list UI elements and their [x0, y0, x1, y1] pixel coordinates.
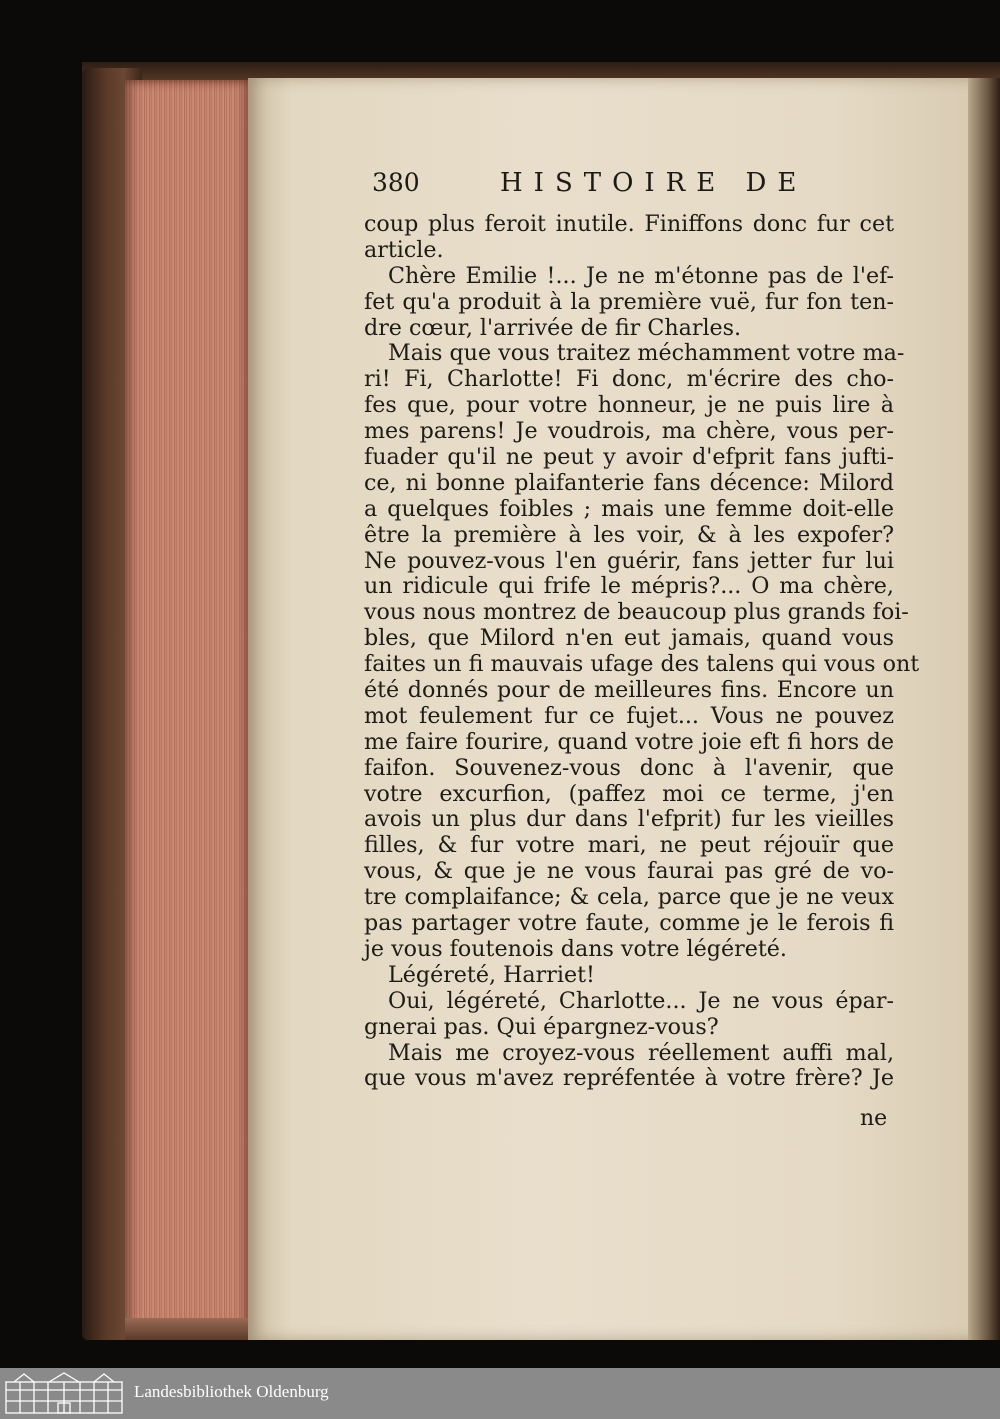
- text-line: un ridicule qui frife le mépris?... O ma chère,: [364, 573, 894, 600]
- page-gutter-shadow: [968, 78, 1000, 1340]
- text-line: coup plus feroit inutile. Finiffons donc fur cet: [364, 211, 894, 237]
- text-line: tre complaifance; & cela, parce que je ne veux: [364, 884, 894, 911]
- text-line: filles, & fur votre mari, ne peut réjouïr que: [364, 832, 894, 859]
- text-line: que vous m'avez repréfentée à votre frère? Je: [364, 1065, 894, 1092]
- text-line: a quelques foibles ; mais une femme doit-elle: [364, 495, 894, 522]
- text-line: Ne pouvez-vous l'en guérir, fans jetter fur lui: [364, 547, 894, 574]
- text-line: été donnés pour de meilleures fins. Encore un: [364, 677, 894, 704]
- text-line: Légéreté, Harriet!: [388, 961, 595, 988]
- text-line: fuader qu'il ne peut y avoir d'efprit fans jufti-: [364, 444, 894, 471]
- text-line: pas partager votre faute, comme je le ferois fi: [364, 910, 894, 937]
- footer-bar: [0, 1368, 1000, 1419]
- text-line: mes parens! Je voudrois, ma chère, vous per-: [364, 418, 894, 445]
- text-line: Oui, légéreté, Charlotte... Je ne vous épar-: [388, 987, 894, 1014]
- text-line: faifon. Souvenez-vous donc à l'avenir, que: [364, 754, 894, 781]
- text-line: ce, ni bonne plaifanterie fans décence: Milord: [364, 469, 894, 496]
- text-line: vous, & que je ne vous faurai pas gré de vo-: [364, 858, 894, 885]
- text-line: bles, que Milord n'en eut jamais, quand vous: [364, 625, 894, 652]
- catchword: ne: [860, 1106, 888, 1131]
- text-line: fes que, pour votre honneur, je ne puis lire à: [364, 392, 894, 419]
- text-line: ri! Fi, Charlotte! Fi donc, m'écrire des cho-: [364, 366, 894, 393]
- text-line: gnerai pas. Qui épargnez-vous?: [364, 1013, 719, 1040]
- text-line: votre excurfion, (paffez moi ce terme, j'en: [364, 780, 894, 807]
- text-line: Mais me croyez-vous réellement auffi mal,: [388, 1039, 894, 1066]
- text-line: Chère Emilie !... Je ne m'étonne pas de l'ef-: [388, 262, 894, 289]
- text-line: être la première à les voir, & à les expofer?: [364, 521, 894, 548]
- text-line: je vous foutenois dans votre légéreté.: [364, 935, 787, 962]
- text-line: Mais que vous traitez méchamment votre ma-: [388, 340, 905, 367]
- library-name: Landesbibliothek Oldenburg: [134, 1382, 329, 1401]
- page-header: [372, 168, 892, 204]
- text-line: article.: [364, 236, 444, 263]
- body-text: [364, 211, 920, 1092]
- running-head: HISTOIRE DE: [500, 168, 808, 198]
- text-line: vous nous montrez de beaucoup plus grands foi-: [364, 599, 909, 626]
- page-edges: [125, 80, 251, 1330]
- library-building-icon: [4, 1372, 124, 1415]
- text-line: me faire fourire, quand votre joie eft fi hors de: [364, 728, 894, 755]
- page-number: 380: [372, 168, 420, 197]
- text-line: avois un plus dur dans l'efprit) fur les vieilles: [364, 806, 894, 833]
- text-line: fet qu'a produit à la première vuë, fur fon ten-: [364, 288, 894, 315]
- text-line: mot feulement fur ce fujet... Vous ne pouvez: [364, 702, 894, 729]
- text-line: dre cœur, l'arrivée de fir Charles.: [364, 314, 742, 341]
- text-line: faites un fi mauvais ufage des talens qui vous ont: [364, 651, 920, 678]
